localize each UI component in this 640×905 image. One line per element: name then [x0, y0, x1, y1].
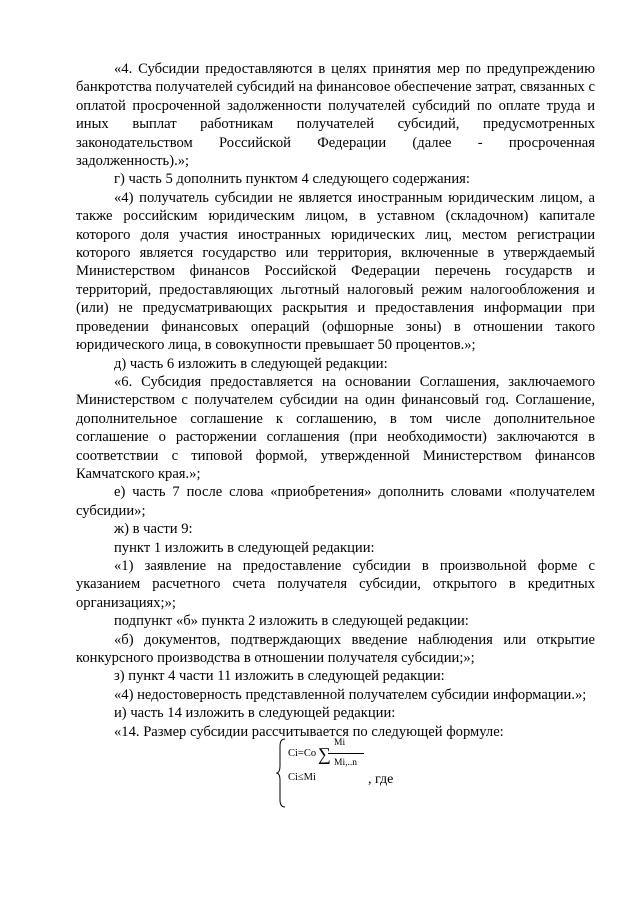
paragraph-12: з) пункт 4 части 11 изложить в следующей редакции: [114, 668, 445, 685]
paragraph-3: «4) получатель субсидии не является иностранным юридическим лицом, а также российским юридическим лицом, в уставном (складочном) капитале которого доля участия иностранных юридических лиц, местом регистрации которого является государство или территория, включенные в утверждаемый Министерством финансов Российской Федерации перечень государств и территорий, предоставляющих льготный налоговый режим налогообложения и (или) не предусматривающих раскрытия и предоставления информации при проведении финансовых операций (офшорные зоны) в отношении такого юридического лица, в совокупности превышает 50 процентов.»; [76, 189, 595, 354]
paragraph-4: д) часть 6 изложить в следующей редакции: [114, 355, 388, 372]
paragraph-11: «б) документов, подтверждающих введение наблюдения или открытие конкурсного производства в отношении получателя субсидии;»; [76, 631, 595, 666]
formula-suffix: , где [368, 772, 394, 787]
formula-line1-left: Ci=Co [288, 748, 317, 759]
formula-line2: Ci≤Mi [288, 772, 316, 783]
paragraph-6: е) часть 7 после слова «приобретения» дополнить словами «получателем субсидии»; [76, 484, 595, 519]
paragraph-15: «14. Размер субсидии рассчитывается по следующей формуле: [114, 723, 504, 740]
paragraph-13: «4) недостоверность представленной получателем субсидии информации.»; [114, 686, 587, 703]
paragraph-14: и) часть 14 изложить в следующей редакции: [114, 705, 396, 722]
curly-brace-icon [276, 738, 286, 808]
formula-numerator: Mi [334, 738, 346, 748]
paragraph-1: «4. Субсидии предоставляются в целях принятия мер по предупреждению банкротства получателей субсидий на финансовое обеспечение затрат, связанных с оплатой просроченной задолженности получателей субсидий по оплате труда и иных выплат работникам получателей субсидий, предусмотренных законодательством Российской Федерации (далее - просроченная задолженность).»; [76, 61, 595, 170]
paragraph-9: «1) заявление на предоставление субсидии в произвольной форме с указанием расчетного счета получателя субсидии, открытого в кредитных организациях;»; [76, 557, 595, 611]
paragraph-7: ж) в части 9: [114, 521, 193, 538]
subsidy-formula [276, 738, 436, 808]
paragraph-2: г) часть 5 дополнить пунктом 4 следующего содержания: [114, 171, 470, 188]
paragraph-5: «6. Субсидия предоставляется на основании Соглашения, заключаемого Министерством с получателем субсидии на один финансовый год. Соглашение, дополнительное соглашение к соглашению, в том числе дополнительное соглашение о расторжении соглашения (при необходимости) заключаются в соответствии с типовой формой, утвержденной Министерством финансов Камчатского края.»; [76, 373, 595, 482]
paragraph-10: подпункт «б» пункта 2 изложить в следующей редакции: [114, 613, 469, 630]
fraction-line [328, 753, 364, 754]
document-body [76, 60, 595, 741]
formula-denominator: Mi,..n [334, 758, 357, 768]
sigma-symbol: ∑ [318, 744, 331, 764]
paragraph-8: пункт 1 изложить в следующей редакции: [114, 539, 375, 556]
